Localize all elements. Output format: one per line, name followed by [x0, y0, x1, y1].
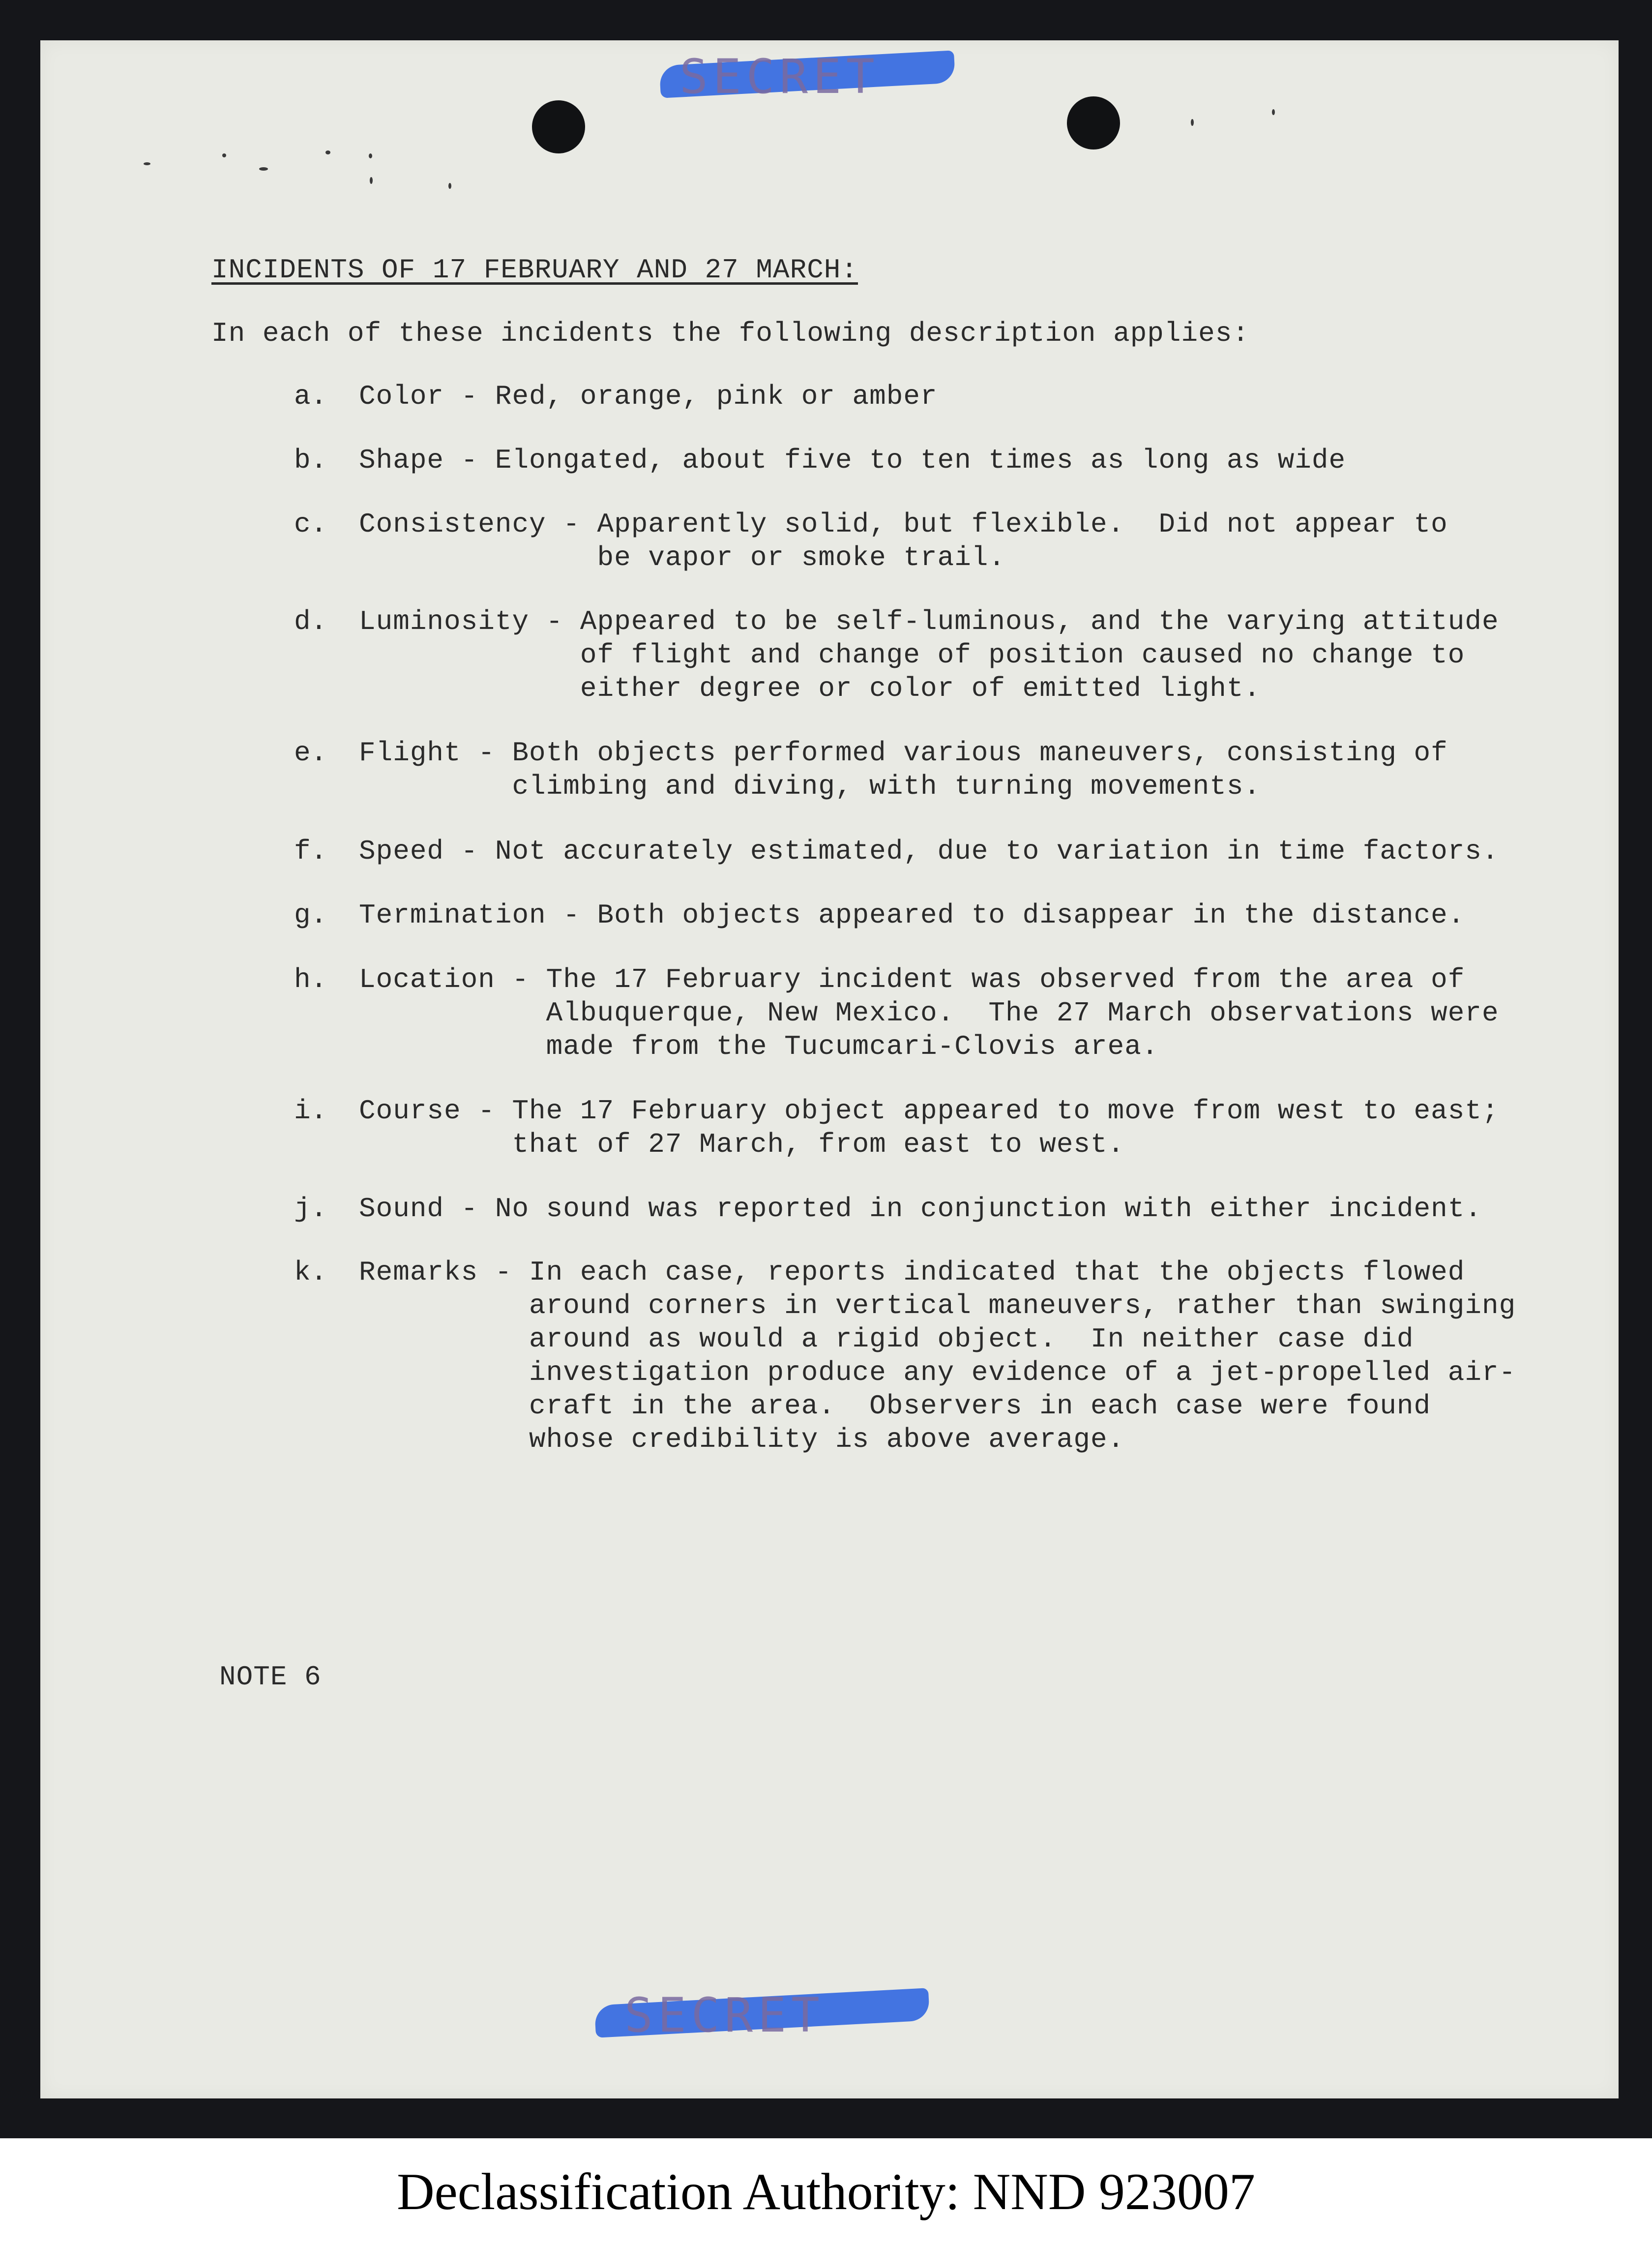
- item-letter: k.: [294, 1257, 327, 1288]
- punch-hole-left: [532, 100, 585, 153]
- item-line: Location - The 17 February incident was observed from the area of: [359, 964, 1465, 995]
- note-label: NOTE 6: [219, 1661, 322, 1693]
- top-secret-stamp: [660, 49, 955, 104]
- item-line: investigation produce any evidence of a jet-propelled air-: [359, 1357, 1516, 1388]
- item-letter: f.: [294, 836, 327, 867]
- item-line: either degree or color of emitted light.: [359, 673, 1261, 704]
- speck: [259, 167, 268, 171]
- item-letter: b.: [294, 445, 327, 476]
- item-line: craft in the area. Observers in each case were found: [359, 1390, 1431, 1422]
- item-line: Flight - Both objects performed various maneuvers, consisting of: [359, 737, 1448, 769]
- item-letter: e.: [294, 737, 327, 769]
- declassification-caption: Declassification Authority: NND 923007: [0, 2138, 1652, 2245]
- speck: [1272, 109, 1275, 115]
- item-line: around as would a rigid object. In neither case did: [359, 1323, 1414, 1355]
- item-line: whose credibility is above average.: [359, 1424, 1125, 1455]
- item-line: Color - Red, orange, pink or amber: [359, 381, 938, 412]
- speck: [1191, 119, 1194, 126]
- item-letter: i.: [294, 1095, 327, 1127]
- bottom-secret-stamp: [595, 1988, 929, 2043]
- punch-hole-right: [1067, 96, 1120, 150]
- item-line: climbing and diving, with turning movements.: [359, 771, 1261, 802]
- item-line: around corners in vertical maneuvers, rather than swinging: [359, 1290, 1516, 1321]
- item-letter: j.: [294, 1193, 327, 1225]
- intro-paragraph: In each of these incidents the following description applies:: [211, 318, 1249, 349]
- item-line: Albuquerque, New Mexico. The 27 March observations were: [359, 997, 1499, 1029]
- item-line: Termination - Both objects appeared to disappear in the distance.: [359, 899, 1465, 931]
- item-letter: c.: [294, 509, 327, 540]
- item-line: of flight and change of position caused no change to: [359, 639, 1465, 671]
- item-letter: a.: [294, 381, 327, 412]
- item-line: be vapor or smoke trail.: [359, 542, 1006, 573]
- item-letter: h.: [294, 964, 327, 995]
- item-line: Speed - Not accurately estimated, due to variation in time factors.: [359, 836, 1499, 867]
- item-line: that of 27 March, from east to west.: [359, 1129, 1125, 1160]
- item-line: Consistency - Apparently solid, but flexible. Did not appear to: [359, 509, 1448, 540]
- speck: [370, 177, 373, 184]
- document-heading: INCIDENTS OF 17 FEBRUARY AND 27 MARCH:: [211, 254, 858, 286]
- item-line: Sound - No sound was reported in conjunction with either incident.: [359, 1193, 1482, 1225]
- item-line: Course - The 17 February object appeared to move from west to east;: [359, 1095, 1499, 1127]
- item-line: made from the Tucumcari-Clovis area.: [359, 1031, 1159, 1062]
- speck: [325, 150, 330, 154]
- stamp-text: SECRET: [624, 1988, 825, 2043]
- item-line: Remarks - In each case, reports indicated that the objects flowed: [359, 1257, 1465, 1288]
- item-letter: g.: [294, 899, 327, 931]
- speck: [222, 153, 226, 157]
- speck: [448, 183, 451, 189]
- document-page: [40, 40, 1619, 2098]
- item-line: Luminosity - Appeared to be self-luminous, and the varying attitude: [359, 606, 1499, 637]
- item-line: Shape - Elongated, about five to ten times as long as wide: [359, 445, 1346, 476]
- item-letter: d.: [294, 606, 327, 637]
- stamp-text: SECRET: [679, 49, 880, 104]
- speck: [144, 162, 150, 165]
- speck: [369, 153, 372, 158]
